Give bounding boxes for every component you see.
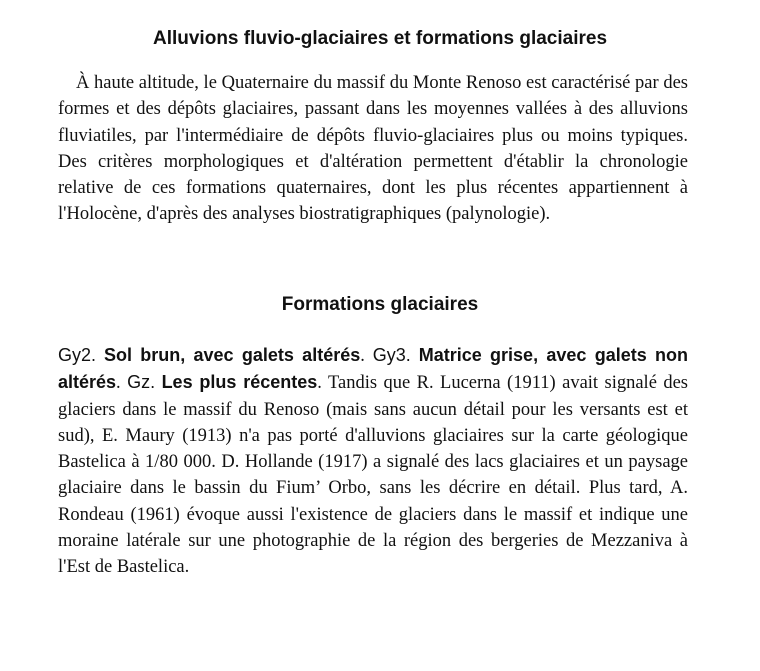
section-title-formations-glaciaires: Formations glaciaires [281,294,479,315]
legend-text-gy3: Matrice grise, avec galets non altérés [58,345,689,393]
formations-paragraph: Gy2. Sol brun, avec galets altérés. Gy3. Matrice grise, avec galets non altérés. Gz. Les plus récentes. Tandis que R. Lucerna (1911) avait signalé des glaciers dans le massif du Renoso (mais sans aucun détail pour les versants est et sud), E. Maury (1913) n'a pas porté d'alluvions glaciaires sur la carte géologique Bastelica à 1/80 000. D. Hollande (1917) a signalé des lacs glaciaires et un paysage glaciaire dans le bassin du Fium’ Orbo, sans les décrire en détail. Plus tard, A. Rondeau (1961) évoque aussi l'existence de glaciers dans le massif et indique une moraine latérale sur une photographie de la région des bergeries de Mezzaniva à l'Est de Bastelica. [58,345,689,578]
legend-code-gy2: Gy2. [58,345,97,365]
formations-body-text: Tandis que R. Lucerna (1911) avait signalé des glaciers dans le massif du Renoso (mais sans aucun détail pour les versants est et sud), E. Maury (1913) n'a pas porté d'alluvions glaciaires sur la carte géologique Bastelica à 1/80 000. D. Hollande (1917) a signalé des lacs glaciaires et un paysage glaciaire dans le bassin du Fium’ Orbo, sans les décrire en détail. Plus tard, A. Rondeau (1961) évoque aussi l'existence de glaciers dans le massif et indique une moraine latérale sur une photographie de la région des bergeries de Mezzaniva à l'Est de Bastelica. [58,373,688,578]
legend-code-gy3: Gy3. [372,345,411,365]
legend-text-gz: Les plus récentes [161,372,318,393]
intro-paragraph: À haute altitude, le Quaternaire du massif du Monte Renoso est caractérisé par des formes et des dépôts glaciaires, passant dans les moyennes vallées à des alluvions fluviatiles, par l'intermédiaire de dépôts fluvio-glaciaires plus ou moins typiques. Des critères morphologiques et d'altération permettent d'établir la chronologie relative de ces formations quaternaires, dont les plus récentes appartiennent à l'Holocène, d'après des analyses biostratigraphiques (palynologie). [58,73,688,225]
section-title-alluvions: Alluvions fluvio-glaciaires et formations glaciaires [152,28,608,49]
legend-text-gy2: Sol brun, avec galets altérés [103,345,361,365]
legend-code-gz: Gz. [127,372,156,393]
